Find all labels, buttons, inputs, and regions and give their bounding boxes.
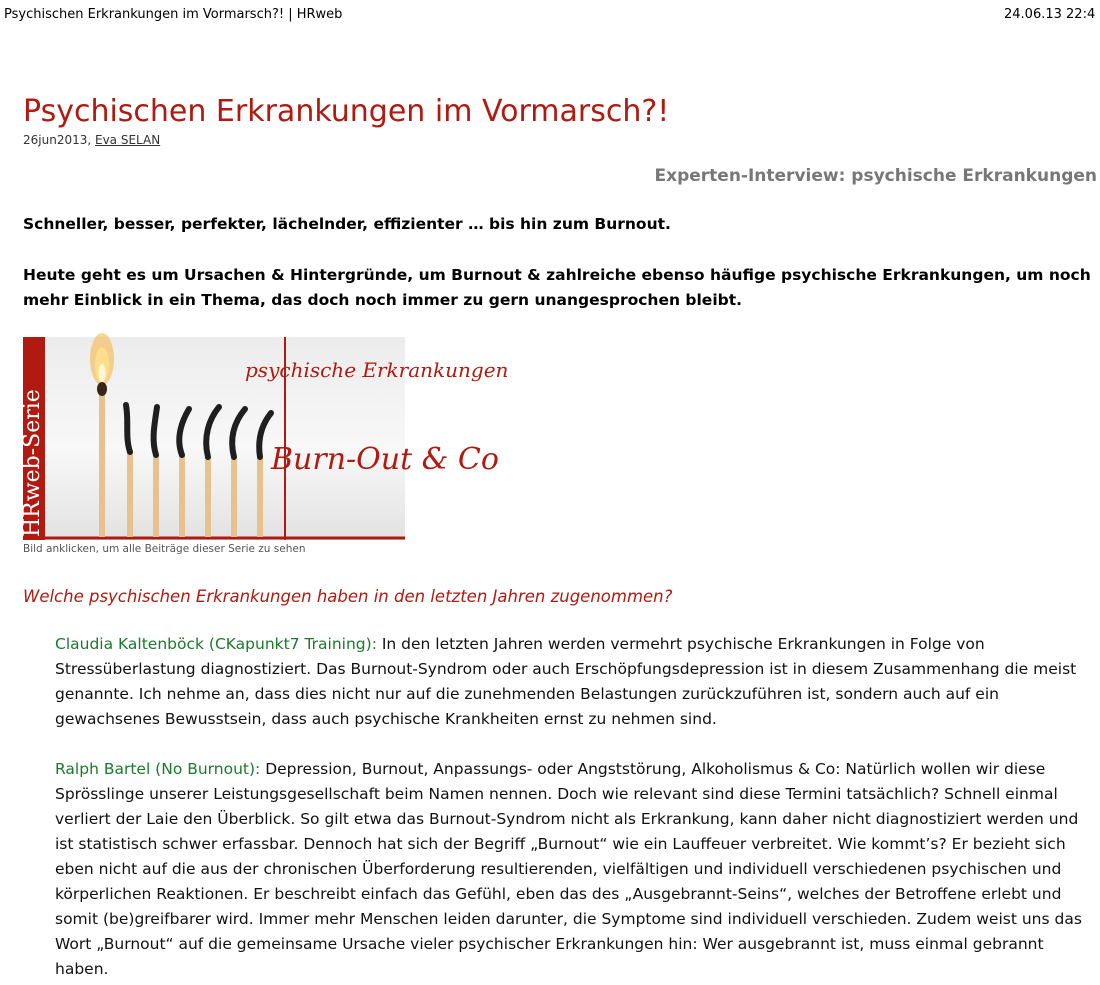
answer-text: In den letzten Jahren werden vermehrt psychische Erkrankungen in Folge von Stressüberlastung diagnostiziert. Das Burnout-Syndrom oder auch Erschöpfungsdepression ist in diesem Zusammenhang die meist genannte. Ich nehme an, dass dies nicht nur auf die zunehmenden Belastungen zurückzuführen ist, sondern auch auf ein gewachsenes Bewusstsein, dass auch psychische Krankheiten ernst zu nehmen sind.: [55, 635, 1077, 728]
article-date: 26jun2013,: [23, 133, 92, 147]
interview-question: Welche psychischen Erkrankungen haben in den letzten Jahren zugenommen?: [23, 587, 673, 606]
banner-caption: Bild anklicken, um alle Beiträge dieser Serie zu sehen: [23, 543, 306, 555]
document-title: Psychischen Erkrankungen im Vormarsch?! | HRweb: [4, 7, 343, 22]
lead-paragraph-2: Heute geht es um Ursachen & Hintergründe, um Burnout & zahlreiche ebenso häufige psychische Erkrankungen, um noch mehr Einblick in ein Thema, das doch noch immer zu gern unangesprochen bleibt.: [23, 266, 1091, 309]
series-banner-image[interactable]: [20, 337, 509, 540]
flame-icon: [90, 333, 114, 385]
lead-paragraph-1: Schneller, besser, perfekter, lächelnder, effizienter … bis hin zum Burnout.: [23, 215, 671, 233]
answer-speaker: Claudia Kaltenböck (CKapunkt7 Training):: [55, 635, 377, 653]
banner-text-line-1: psychische Erkrankungen: [245, 358, 509, 382]
series-label: HRweb-Serie: [20, 389, 45, 537]
answer-paragraph: [55, 632, 1100, 732]
answer-paragraph: [55, 757, 1100, 982]
banner-text-line-2: Burn-Out & Co: [271, 442, 499, 477]
answer-text: Depression, Burnout, Anpassungs- oder Angststörung, Alkoholismus & Co: Natürlich wollen wir diese Sprösslinge unserer Leistungsgesellschaft beim Namen nennen. Doch wie relevant sind diese Termini tatsächlich? Schnell einmal verliert der Laie den Überblick. So gilt etwa das Burnout-Syndrom nicht als Erkrankung, kann daher nicht diagnostiziert werden und ist statistisch schwer erfassbar. Dennoch hat sich der Begriff „Burnout“ wie ein Lauffeuer verbreitet. Wie kommt’s? Er bezieht sich eben nicht auf die aus der chronischen Überforderung resultierenden, vielfältigen und individuell verschiedenen psychischen und körperlichen Reaktionen. Er beschreibt einfach das Gefühl, eben das des „Ausgebrannt-Seins“, welches der Betroffene erlebt und somit (be)greifbarer wird. Immer mehr Menschen leiden darunter, die Symptome sind individuell verschieden. Zudem weist uns das Wort „Burnout“ auf die gemeinsame Ursache vieler psychischer Erkrankungen hin: Wer ausgebrannt ist, muss einmal gebrannt haben.: [55, 760, 1082, 978]
match-sticks-icon: [97, 382, 271, 537]
byline: [23, 132, 160, 148]
print-date: 24.06.13 22:4: [1004, 7, 1096, 22]
article-subheading: Experten-Interview: psychische Erkrankungen: [654, 166, 1097, 186]
author-link[interactable]: Eva SELAN: [95, 133, 161, 147]
article-title: Psychischen Erkrankungen im Vormarsch?!: [23, 94, 670, 129]
print-header: [4, 6, 1100, 24]
answer-speaker: Ralph Bartel (No Burnout):: [55, 760, 261, 778]
series-banner-graphic: [20, 337, 509, 540]
